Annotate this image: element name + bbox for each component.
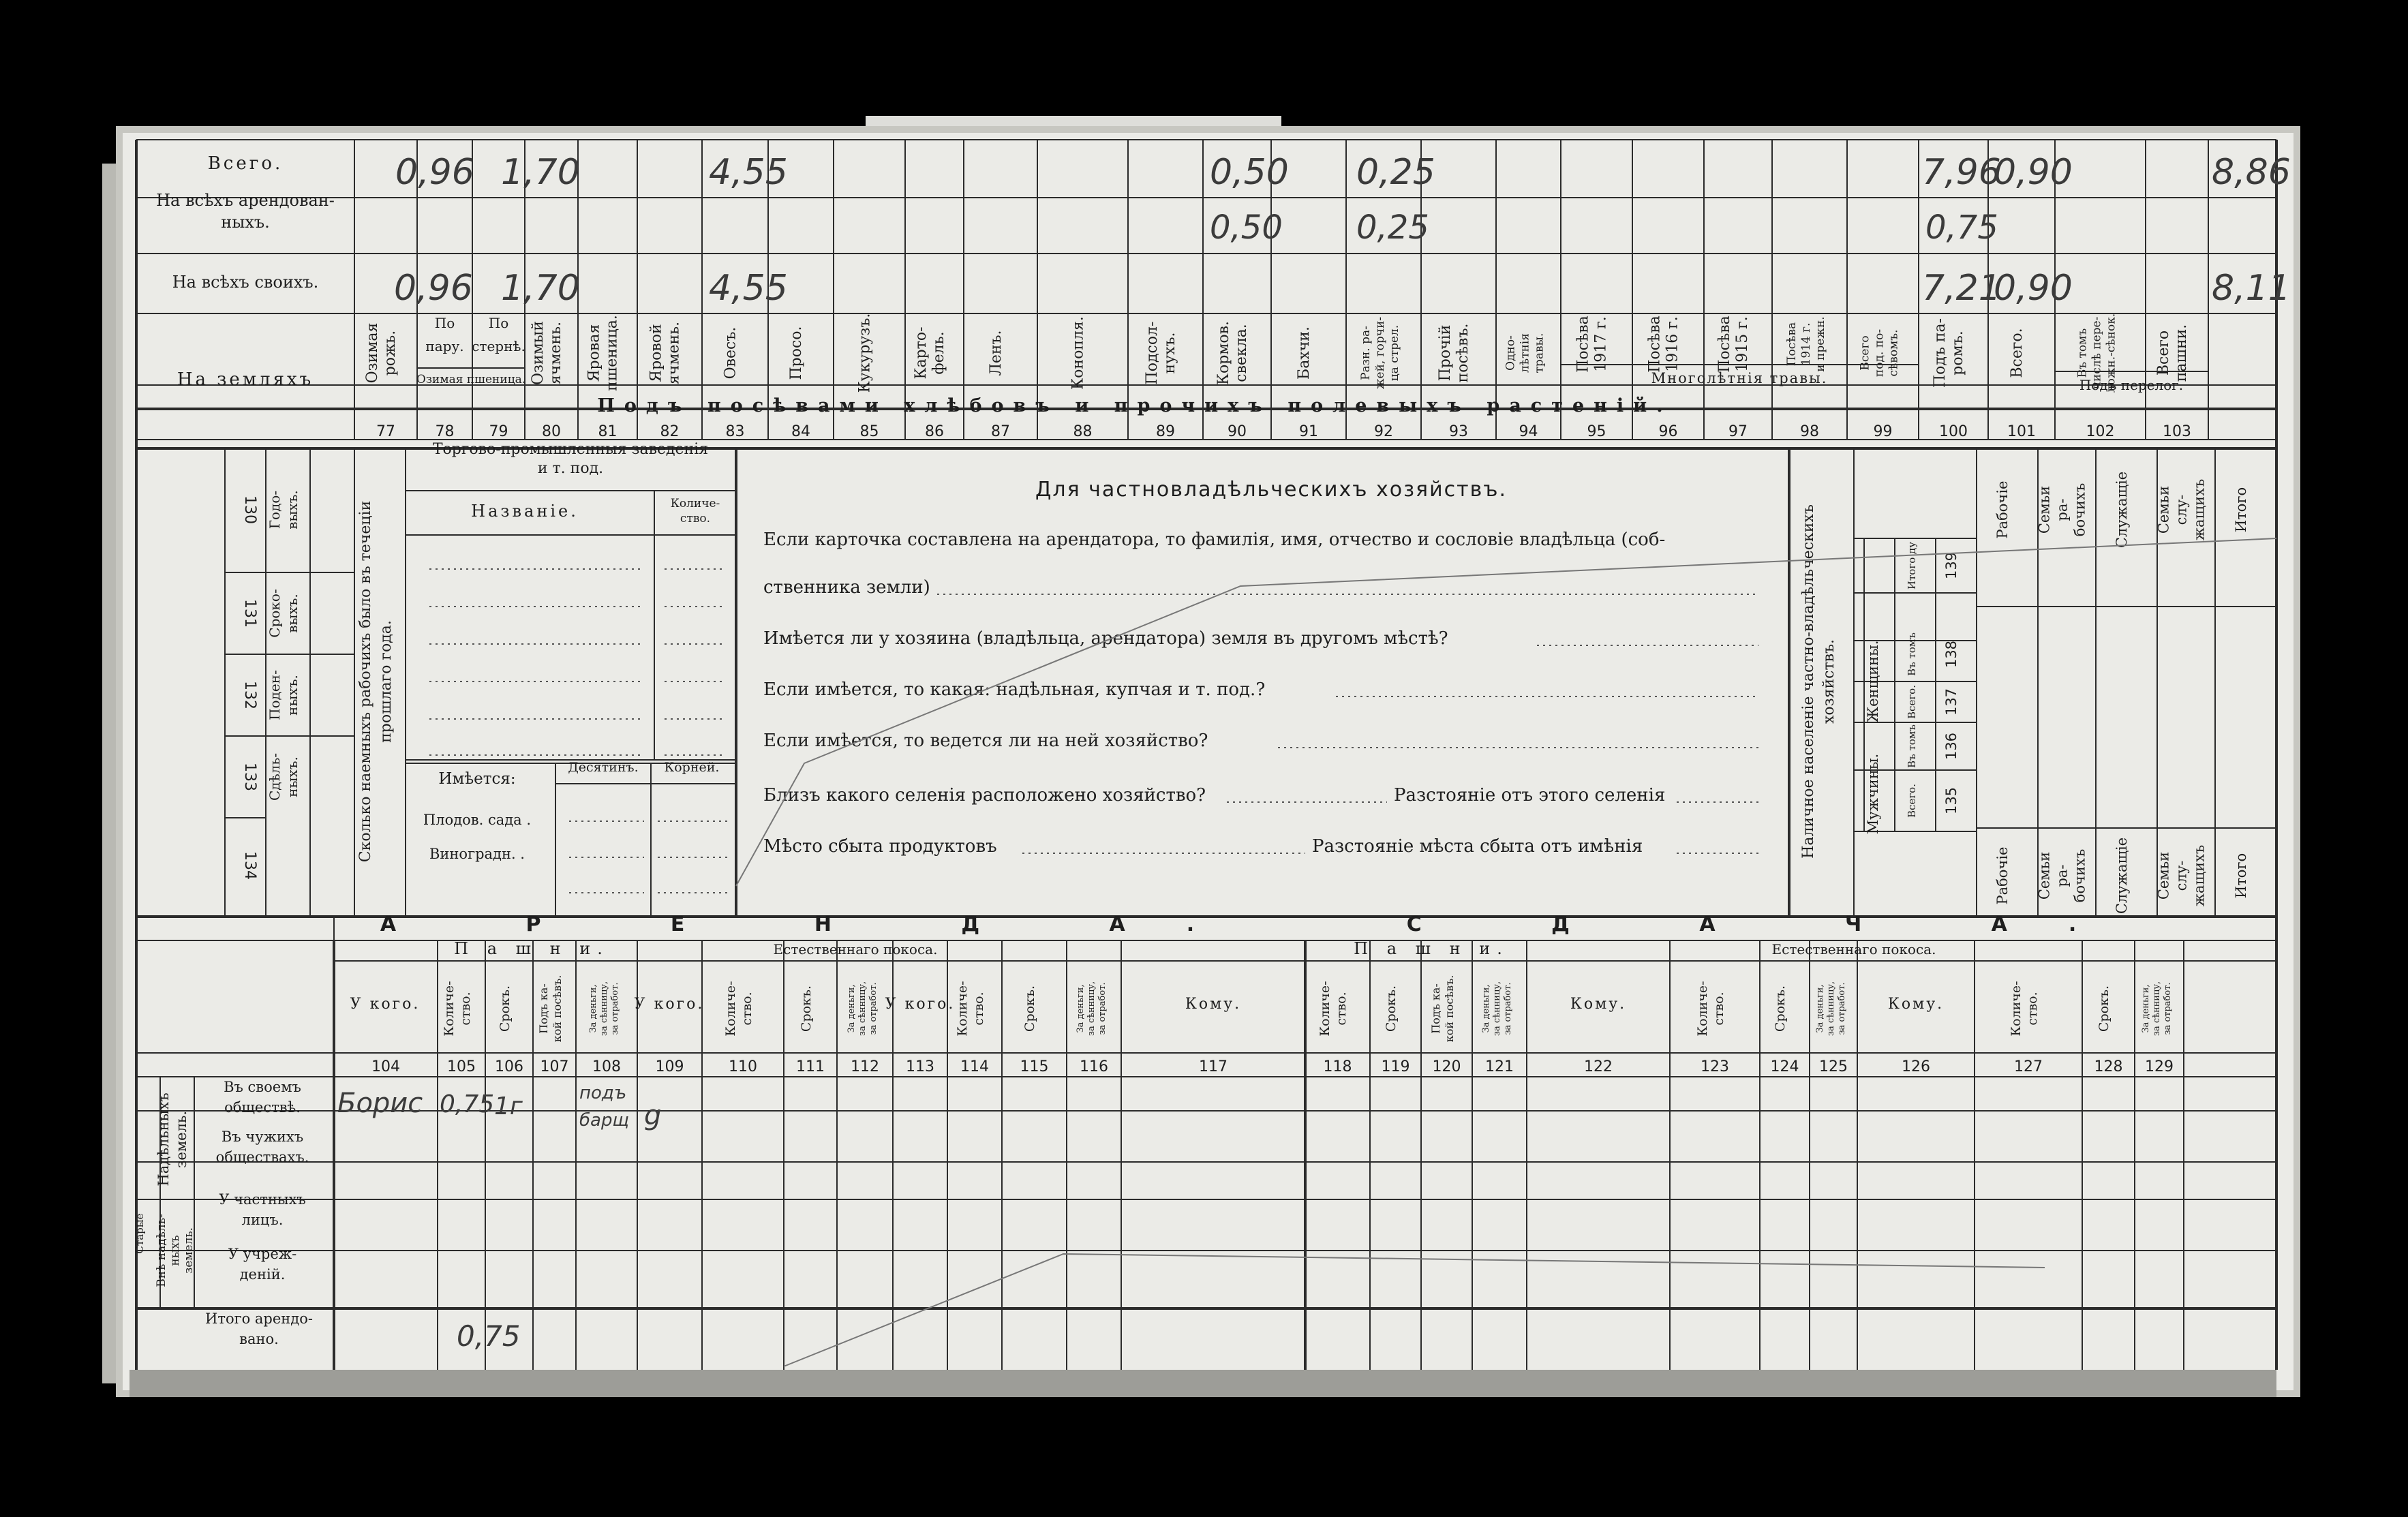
column-number: 81: [598, 423, 618, 440]
column-number: 85: [859, 423, 879, 440]
crop-header: травы.: [1532, 333, 1546, 373]
crop-header: По: [434, 315, 455, 331]
crop-header: Кукурузъ.: [856, 313, 874, 393]
fallow-label: Подъ перелог.: [2079, 377, 2184, 393]
header-pay: за отработ.: [868, 982, 879, 1035]
staff-header-top: бочихъ: [2071, 482, 2088, 537]
handwritten-under: подъ: [579, 1083, 627, 1103]
private-question: Если имѣется, то ведется ли на ней хозяйство?: [763, 731, 1208, 751]
header-pay: за сѣнницу,: [857, 981, 868, 1037]
header-pay: За деньги,: [588, 984, 598, 1033]
desyatin-header: Десятинъ.: [568, 760, 639, 775]
header-pay: за сѣнницу,: [1492, 981, 1502, 1037]
vineyard-label: Виноградн. .: [429, 846, 525, 862]
worker-col-number: 131: [241, 599, 258, 628]
crop-header: Озимая: [364, 322, 381, 384]
column-number: 95: [1587, 423, 1606, 440]
private-question: Имѣется ли у хозяина (владѣльца, арендатора) земля въ другомъ мѣстѣ?: [763, 628, 1448, 649]
trade-title: и т. под.: [537, 460, 604, 477]
arenda-arable: П а ш н и.: [454, 939, 609, 958]
private-question: Если имѣется, то какая: надѣльная, купчая и т. под.?: [763, 679, 1266, 700]
column-number: 91: [1299, 423, 1318, 440]
arenda-col-number: 120: [1432, 1058, 1461, 1075]
crop-header: Въ томъ: [2075, 328, 2090, 378]
crop-header: Кормов.: [1215, 320, 1232, 386]
header-pay: за отработ.: [610, 982, 620, 1035]
header-under: кой посѣвъ.: [1443, 975, 1456, 1043]
perennial-label: Многолѣтнія травы.: [1651, 370, 1828, 386]
arenda-col-number: 128: [2094, 1058, 2123, 1075]
staff-header-bottom: Семьи: [2036, 851, 2053, 900]
crop-header: и прежн.: [1814, 316, 1827, 372]
worker-col-label: Сроко-: [266, 589, 283, 638]
handwritten-total: 8,86: [2212, 152, 2291, 193]
private-question: ственника земли): [763, 577, 930, 598]
arenda-row-label: лицъ.: [241, 1212, 284, 1228]
crop-header: пашни.: [2173, 324, 2190, 382]
worker-col-label: ныхъ.: [284, 756, 301, 797]
arenda-col-number: 114: [960, 1058, 989, 1075]
arenda-col-number: 123: [1701, 1058, 1729, 1075]
arenda-row-label: Итого арендо-: [205, 1311, 313, 1327]
private-question: Разстояніе мѣста сбыта отъ имѣнія: [1312, 836, 1643, 857]
worker-col-label: Годо-: [266, 490, 283, 530]
crop-header: Ленъ.: [988, 330, 1005, 376]
handwritten-own: 0,90: [1994, 268, 2073, 309]
arenda-row-label: вано.: [239, 1331, 279, 1347]
population-col-label: Въ томъ: [1906, 724, 1918, 768]
handwritten-term: 1г: [494, 1092, 523, 1120]
crop-header: По: [488, 315, 509, 331]
crop-header: Просо.: [788, 326, 805, 380]
header-pay: за отработ.: [2163, 982, 2173, 1035]
header-whom: У кого.: [885, 996, 956, 1013]
crop-header: ячмень.: [547, 321, 564, 385]
staff-header-bottom: ра-: [2054, 864, 2071, 887]
arenda-col-number: 116: [1080, 1058, 1108, 1075]
column-number: 99: [1873, 423, 1893, 440]
handwritten-lessor: Борис: [337, 1088, 423, 1119]
header-term: Срокъ.: [799, 985, 814, 1032]
handwritten-total: 0,90: [1994, 152, 2073, 193]
header-to-whom: Кому.: [1570, 996, 1627, 1013]
trade-title: Торгово-промышленныя заведенія: [432, 441, 709, 458]
arenda-col-number: 113: [906, 1058, 934, 1075]
handwritten-own: 7,21: [1922, 268, 2001, 309]
sdacha-arable: П а ш н и.: [1354, 939, 1509, 958]
trade-qty-header: ство.: [680, 512, 711, 525]
staff-header-bottom: бочихъ: [2071, 848, 2088, 903]
row-rented-label: ныхъ.: [221, 213, 270, 232]
arenda-title: А Р Е Н Д А.: [380, 913, 1256, 936]
header-term: Срокъ.: [2097, 985, 2112, 1032]
trade-name-header: Названіе.: [471, 502, 579, 521]
staff-header-top: ра-: [2054, 498, 2071, 521]
header-qty: ство.: [971, 992, 986, 1026]
arenda-col-number: 125: [1819, 1058, 1848, 1075]
population-col-label: Всего.: [1906, 685, 1918, 719]
handwritten-rented: 0,50: [1210, 209, 1283, 247]
header-term: Срокъ.: [1022, 985, 1037, 1032]
arenda-row-label: обществахъ.: [215, 1149, 309, 1165]
crop-header: Разн. ра-: [1359, 326, 1373, 380]
crop-header: Одно-: [1504, 335, 1518, 371]
column-number: 86: [925, 423, 944, 440]
header-pay: за сѣнницу,: [1086, 981, 1097, 1037]
arenda-col-number: 111: [796, 1058, 825, 1075]
row-lands-label: На земляхъ: [177, 369, 314, 390]
header-qty: Количе-: [1317, 981, 1332, 1037]
column-number: 84: [791, 423, 810, 440]
header-qty: ство.: [458, 992, 473, 1026]
column-number: 88: [1073, 423, 1093, 440]
population-col-number: 139: [1943, 551, 1960, 580]
private-question: Если карточка составлена на арендатора, то фамилія, имя, отчество и сословіе владѣльца (соб-: [763, 530, 1666, 550]
arenda-col-number: 105: [447, 1058, 476, 1075]
arenda-row-label: У частныхъ: [219, 1191, 306, 1208]
men-label: Мужчины.: [1865, 753, 1881, 835]
arenda-col-number: 117: [1199, 1058, 1228, 1075]
header-pay: за отработ.: [1837, 982, 1847, 1035]
header-pay: за отработ.: [1503, 982, 1513, 1035]
header-qty: Количе-: [1695, 981, 1710, 1037]
handwritten-pay: g: [644, 1100, 662, 1131]
crop-header: 1916 г.: [1664, 316, 1681, 372]
arenda-col-number: 108: [592, 1058, 621, 1075]
staff-header-top: Итого: [2233, 487, 2249, 533]
header-qty: Количе-: [723, 981, 738, 1037]
crop-header: Яровая: [585, 324, 603, 382]
handwritten-qty: 0,75: [440, 1090, 495, 1118]
crop-header: нухъ.: [1161, 332, 1178, 374]
row-own-label: На всѣхъ своихъ.: [172, 273, 319, 292]
sdacha-hay: Естественнаго покоса.: [1771, 941, 1936, 957]
handwritten-itogo: 0,75: [457, 1319, 521, 1353]
crop-header: числѣ пере-: [2090, 316, 2104, 390]
nonallotment-group-label: Внѣ надѣль-: [155, 1214, 168, 1287]
crop-header: свекла.: [1233, 324, 1250, 382]
worker-col-label: Поден-: [266, 670, 283, 720]
arenda-row-label: обществѣ.: [224, 1099, 301, 1116]
header-pay: за отработ.: [1097, 982, 1108, 1035]
arenda-col-number: 109: [655, 1058, 684, 1075]
header-qty: ство.: [2025, 992, 2040, 1026]
header-pay: За деньги,: [1076, 984, 1086, 1033]
handwritten-rented: 0,25: [1356, 209, 1429, 247]
column-number: 83: [725, 423, 745, 440]
hired-workers-label: прошлаго года.: [378, 620, 395, 743]
crop-header: Посѣва: [1574, 316, 1592, 373]
population-label: Наличное населеніе частно-владѣльческихъ: [1800, 504, 1817, 859]
arenda-col-number: 115: [1020, 1058, 1049, 1075]
crop-header: Всего.: [2009, 328, 2026, 378]
arenda-col-number: 122: [1584, 1058, 1613, 1075]
column-number: 92: [1374, 423, 1393, 440]
header-pay: За деньги,: [1815, 984, 1825, 1033]
crop-header: 1914 г.: [1799, 322, 1813, 366]
winter-wheat-label: Озимая пшеница.: [416, 373, 526, 386]
handwritten-own: 4,55: [709, 268, 788, 309]
crop-header: фель.: [930, 331, 947, 375]
handwritten-total: 1,70: [501, 152, 580, 193]
column-number: 97: [1728, 423, 1748, 440]
old-label: Старые: [134, 1213, 146, 1254]
crop-header: ромъ.: [1949, 331, 1966, 376]
header-term: Срокъ.: [498, 985, 513, 1032]
population-col-number: 137: [1943, 688, 1960, 716]
arenda-col-number: 119: [1381, 1058, 1410, 1075]
crop-header: сѣвомъ.: [1887, 329, 1901, 377]
column-number: 89: [1156, 423, 1175, 440]
column-number: 87: [991, 423, 1010, 440]
header-under: Подъ ка-: [1429, 983, 1442, 1034]
header-pay: за сѣнницу,: [1826, 981, 1836, 1037]
handwritten-own: 1,70: [501, 268, 580, 309]
arenda-col-number: 112: [851, 1058, 879, 1075]
trade-has-label: Имѣется:: [438, 770, 516, 788]
column-number: 102: [2086, 423, 2115, 440]
column-number: 101: [2007, 423, 2036, 440]
nonallotment-group-label: ныхъ: [168, 1235, 182, 1266]
header-whom: У кого.: [350, 996, 421, 1013]
staff-header-top: жащихъ: [2191, 478, 2208, 541]
arenda-col-number: 118: [1323, 1058, 1352, 1075]
arenda-col-number: 110: [729, 1058, 757, 1075]
worker-col-number: 130: [241, 495, 258, 524]
private-title: Для частновладѣльческихъ хозяйствъ.: [1035, 478, 1508, 502]
population-col-number: 135: [1943, 786, 1960, 815]
handwritten-under: барщ: [579, 1110, 629, 1131]
arenda-col-number: 107: [540, 1058, 569, 1075]
header-term: Срокъ.: [1384, 985, 1399, 1032]
staff-header-bottom: Итого: [2233, 853, 2249, 899]
crop-header: Подсол-: [1144, 321, 1161, 385]
women-label: Женщины.: [1865, 640, 1881, 723]
worker-col-number: 132: [241, 681, 258, 709]
worker-col-label: выхъ.: [284, 490, 301, 530]
population-col-number: 138: [1943, 640, 1960, 669]
trade-qty-header: Количе-: [670, 497, 720, 510]
crop-header: Яровой: [647, 324, 665, 382]
crop-header: пшеница.: [603, 315, 621, 391]
hired-workers-label: Сколько наемныхъ рабочихъ было въ течеціи: [357, 500, 374, 863]
staff-header-top: Служащіе: [2114, 471, 2130, 549]
handwritten-rented: 0,75: [1925, 209, 1998, 247]
roots-header: Корней.: [664, 760, 720, 775]
crop-header: 1915 г.: [1734, 316, 1751, 372]
staff-header-top: слу-: [2173, 494, 2190, 525]
crop-header: Посѣва: [1646, 316, 1664, 373]
staff-header-bottom: Семьи: [2155, 851, 2172, 900]
handwritten-total: 0,25: [1356, 152, 1435, 193]
crop-header: пару.: [425, 338, 464, 354]
header-term: Срокъ.: [1773, 985, 1788, 1032]
handwritten-own: 0,96: [394, 268, 473, 309]
column-number: 100: [1939, 423, 1968, 440]
allotment-group-label: Надѣльныхъ: [155, 1092, 172, 1186]
staff-header-top: Семьи: [2036, 485, 2053, 534]
arenda-hay: Естественнаго покоса.: [773, 941, 938, 957]
row-total-label: Всего.: [207, 153, 284, 174]
worker-col-number: 133: [241, 763, 258, 791]
arenda-row-label: деній.: [239, 1266, 286, 1283]
crop-header: Бахчи.: [1296, 326, 1313, 380]
header-qty: ство.: [1334, 992, 1349, 1026]
allotment-group-label: земель.: [173, 1110, 189, 1169]
arenda-col-number: 127: [2014, 1058, 2043, 1075]
worker-col-label: ныхъ.: [284, 675, 301, 716]
nonallotment-group-label: земель.: [182, 1227, 196, 1274]
crop-header: Овесъ.: [722, 326, 740, 380]
arenda-col-number: 121: [1485, 1058, 1514, 1075]
orchard-label: Плодов. сада .: [423, 812, 532, 828]
worker-col-number: 134: [241, 851, 258, 880]
header-pay: За деньги,: [2141, 984, 2151, 1033]
crop-header: посѣвъ.: [1454, 323, 1472, 383]
population-col-label: Въ томъ: [1906, 632, 1918, 676]
header-qty: ство.: [740, 992, 755, 1026]
population-col-label: Итого ду: [1906, 541, 1918, 590]
arenda-row-label: Въ чужихъ: [221, 1129, 304, 1145]
population-col-label: Всего.: [1906, 784, 1918, 818]
arenda-col-number: 129: [2145, 1058, 2174, 1075]
handwritten-total: 7,96: [1922, 152, 2001, 193]
header-pay: за сѣнницу,: [2152, 981, 2162, 1037]
handwritten-own: 8,11: [2212, 268, 2291, 309]
handwritten-total: 0,96: [395, 152, 474, 193]
crop-header: Конопля.: [1069, 316, 1087, 390]
column-number: 79: [489, 423, 508, 440]
under-crops-band: Подъ посѣвами хлѣбовъ и прочихъ полевыхъ растеній.: [597, 395, 1673, 416]
private-question: Близъ какого селенія расположено хозяйство?: [763, 785, 1206, 806]
handwritten-total: 4,55: [709, 152, 788, 193]
header-pay: За деньги,: [1481, 984, 1491, 1033]
header-under: кой посѣвъ.: [551, 975, 564, 1043]
crop-header: под. по-: [1872, 328, 1887, 378]
crop-header: Посѣва: [1716, 316, 1733, 373]
arenda-col-number: 124: [1770, 1058, 1799, 1075]
worker-col-label: Сдѣль-: [266, 752, 283, 801]
header-qty: ство.: [1711, 992, 1726, 1026]
column-number: 98: [1800, 423, 1819, 440]
column-number: 78: [435, 423, 455, 440]
arenda-row-label: У учреж-: [228, 1246, 297, 1262]
crop-header: жей, горчи-: [1373, 316, 1387, 390]
crop-header: ячмень.: [665, 321, 683, 385]
crop-header: Всего: [2155, 330, 2172, 376]
worker-col-label: выхъ.: [284, 594, 301, 633]
staff-header-bottom: Служащіе: [2114, 837, 2130, 915]
staff-header-bottom: слу-: [2173, 860, 2190, 891]
population-col-number: 136: [1943, 732, 1960, 761]
staff-header-top: Семьи: [2155, 485, 2172, 534]
handwritten-total: 0,50: [1210, 152, 1289, 193]
column-number: 94: [1519, 423, 1538, 440]
arenda-row-label: Въ своемъ: [224, 1079, 301, 1095]
arenda-col-number: 104: [371, 1058, 400, 1075]
crop-header: ложн.-сѣнок.: [2104, 313, 2118, 393]
column-number: 93: [1449, 423, 1468, 440]
crop-header: ца стрел.: [1388, 324, 1401, 382]
staff-header-bottom: жащихъ: [2191, 844, 2208, 907]
crop-header: 1917 г.: [1592, 316, 1610, 372]
crop-header: стернѣ.: [472, 338, 525, 354]
header-to-whom: Кому.: [1185, 996, 1242, 1013]
column-number: 80: [542, 423, 561, 440]
column-number: 82: [660, 423, 680, 440]
staff-header-top: Рабочіе: [1994, 480, 2011, 539]
arenda-col-number: 106: [495, 1058, 523, 1075]
row-rented-label: На всѣхъ арендован-: [156, 191, 335, 210]
column-number: 96: [1658, 423, 1678, 440]
header-under: Подъ ка-: [537, 983, 550, 1034]
private-question: Разстояніе отъ этого селенія: [1394, 785, 1666, 806]
arenda-col-number: 126: [1902, 1058, 1930, 1075]
header-pay: за сѣнницу,: [599, 981, 609, 1037]
header-whom: У кого.: [634, 996, 705, 1013]
crop-header: Посѣва: [1785, 322, 1799, 367]
crop-header: рожь.: [382, 330, 399, 376]
crop-header: Всего: [1858, 335, 1872, 371]
header-qty: Количе-: [955, 981, 970, 1037]
population-label: хозяйствъ.: [1820, 639, 1838, 724]
crop-header: Карто-: [913, 326, 930, 380]
header-pay: За деньги,: [847, 984, 857, 1033]
diagonal-strike-middle: [736, 538, 2276, 886]
crop-header: Подъ па-: [1932, 318, 1949, 388]
column-number: 103: [2163, 423, 2191, 440]
staff-header-bottom: Рабочіе: [1994, 846, 2011, 905]
crop-header: Озимый: [530, 321, 547, 385]
crop-header: Прочій: [1437, 324, 1454, 382]
diagonal-strike-bottom: [784, 1254, 2045, 1366]
column-number: 90: [1228, 423, 1247, 440]
crop-header: лѣтнія: [1518, 333, 1532, 373]
column-number: 77: [376, 423, 395, 440]
header-qty: Количе-: [2009, 981, 2024, 1037]
private-question: Мѣсто сбыта продуктовъ: [763, 836, 997, 857]
header-qty: Количе-: [442, 981, 457, 1037]
header-to-whom: Кому.: [1887, 996, 1945, 1013]
sdacha-title: С Д А Ч А.: [1406, 913, 2138, 936]
